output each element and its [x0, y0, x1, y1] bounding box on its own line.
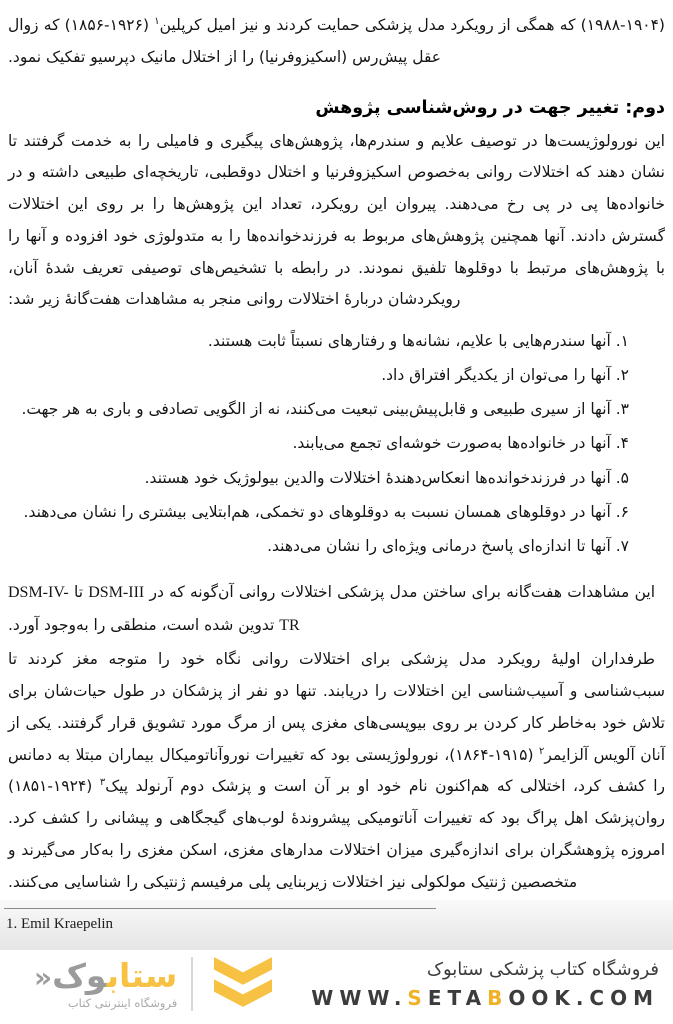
footer [0, 950, 673, 1024]
guillemet-icon: « [34, 960, 53, 994]
observation-item: ۳. آنها از سیری طبیعی و قابل‌پیش‌بینی تبعیت می‌کنند، نه از الگویی تصادفی و باری به هر جهت. [21, 400, 629, 419]
observation-item: ۵. آنها در فرزندخوانده‌ها انعکاس‌دهندهٔ اختلالات والدین بیولوژیک خود هستند. [144, 468, 629, 487]
logo-wordmark [34, 955, 178, 995]
pioneers-paragraph: طرفداران اولیهٔ رویکرد مدل پزشکی برای اختلالات روانی نگاه خود را متوجه مغز کردند تا سبب‌شناسی و آسیب‌شناسی این اختلالات را دریابند. تنها دو نفر از پزشکان در طول حیات‌شان برای تلاش خود به‌خاطر کار کردن بر روی بیوپسی‌های مغزی پس از مرگ مورد تشویق قرار گرفتند. یکی از آنان آلویس آلزایمر$^۲$ (۱۹۱۵-۱۸۶۴)، نورولوژیستی بود که تغییرات نوروآناتومیکال بیماران مبتلا به دمانس را کشف کرد، اختلالی که هم‌اکنون نام خود او بر آن است و پزشک دوم آرنولد پیک$^۳$ (۱۹۲۴-۱۸۵۱) روان‌پزشک اهل پراگ بود که تغییرات آناتومیکی پیشروندهٔ لوب‌های گیجگاهی و پیشانی را کشف کرد. امروزه پژوهشگران برای اندازه‌گیری میزان اختلالات مدارهای مغزی، اسکن مغزی را به‌کار می‌گیرند و متخصصین ژنتیک مولکولی نیز اختلالات زیربنایی پلی مرفیسم ژنتیکی را شناسایی می‌کنند. [8, 650, 665, 891]
logo-divider [191, 957, 193, 1011]
logo-wordmark-block [34, 955, 178, 1010]
observation-item: ۶. آنها در دوقلوهای همسان نسبت به دوقلوهای دو تخمکی، هم‌ابتلایی بیشتری را نشان می‌دهند. [23, 502, 629, 521]
dsm-paragraph: این مشاهدات هفت‌گانه برای ساختن مدل پزشکی اختلالات روانی آن‌گونه که در DSM-III تا DSM-IV-TR تدوین شده است، منطقی را به‌وجود آورد. [8, 582, 655, 634]
methodology-paragraph: این نورولوژیست‌ها در توصیف علایم و سندرم‌ها، پژوهش‌های پیگیری و فامیلی را به خدمت گرفتند تا نشان دهند که اختلالات روانی به‌خصوص اسکیزوفرنیا و اختلال دوقطبی، تاریخچه‌ای طبیعی داشته و در خانواده‌ها پی در پی رخ می‌دهند. پیروان این رویکرد، تعداد این پژوهش‌ها را بر روی این اختلالات گسترش دادند. آنها همچنین پژوهش‌های مربوط به فرزندخوانده‌ها را به متدولوژی خود افزوده و آنها را با پژوهش‌های مرتبط با دوقلوها تلفیق نمودند. در رابطه با تشخیص‌های توصیفی تعریف شدهٔ آنان، رویکردشان دربارهٔ اختلالات روانی منجر به مشاهدات هفت‌گانهٔ زیر شد: [8, 131, 665, 309]
observation-item: ۷. آنها تا اندازه‌ای پاسخ درمانی ویژه‌ای را نشان می‌دهند. [267, 536, 629, 555]
logo-tagline: فروشگاه اینترنتی کتاب [67, 995, 178, 1010]
shop-name: فروشگاه کتاب پزشکی ستابوک [426, 958, 659, 980]
observation-item: ۲. آنها را می‌توان از یکدیگر افتراق داد. [381, 366, 629, 385]
intro-paragraph: (۱۹۸۸-۱۹۰۴) که همگی از رویکرد مدل پزشکی حمایت کردند و نیز امیل کرپلین$^۱$ (۱۹۲۶-۱۸۵۶) که زوال عقل پیش‌رس (اسکیزوفرنیا) را از اختلال مانیک دپرسیو تفکیک نمود. [8, 15, 665, 66]
observations-list [8, 324, 665, 563]
logo-wordmark-primary: ستاب [106, 955, 178, 995]
footnote-divider [4, 908, 436, 909]
observation-item: ۴. آنها در خانواده‌ها به‌صورت خوشه‌ای تجمع می‌یابند. [292, 434, 629, 453]
website-url: WWW.SETABOOK.COM [311, 985, 659, 1010]
logo-wordmark-secondary: وک [52, 955, 107, 995]
footnote-area [0, 900, 673, 950]
footer-right [311, 959, 659, 1010]
chevron-emblem-icon [207, 953, 279, 1015]
section-heading: دوم: تغییر جهت در روش‌شناسی پژوهش [315, 97, 665, 118]
observation-item: ۱. آنها سندرم‌هایی با علایم، نشانه‌ها و رفتارهای نسبتاً ثابت هستند. [207, 332, 629, 351]
setabook-logo [34, 953, 279, 1015]
footnote-text: 1. Emil Kraepelin [6, 916, 114, 932]
